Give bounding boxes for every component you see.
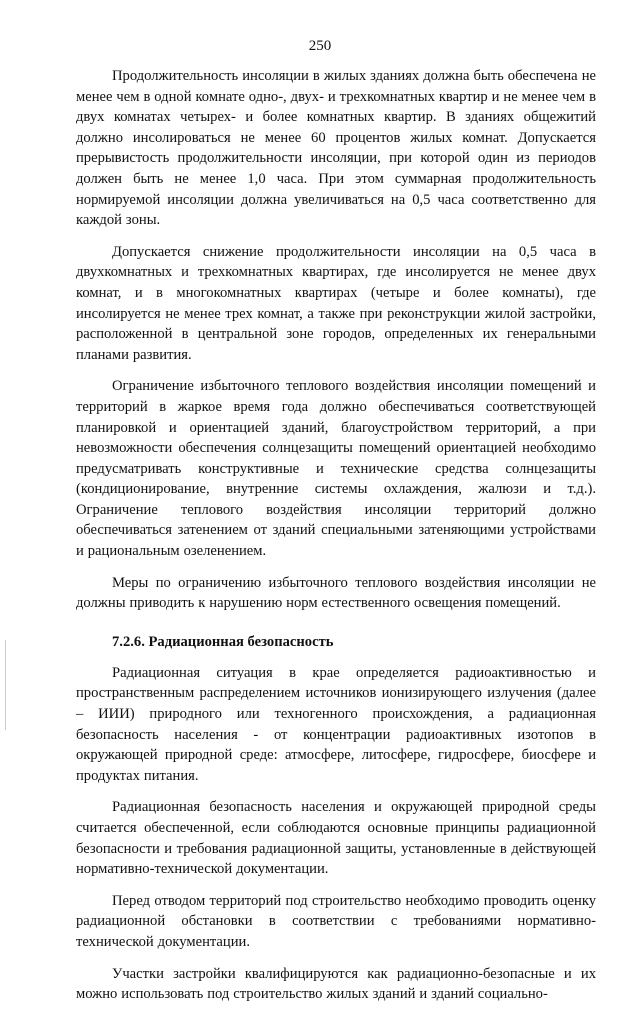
paragraph-insolation-duration: Продолжительность инсоляции в жилых зданиях должна быть обеспечена не менее чем в одной комнате одно-, двух- и трехкомнатных квартир и не менее чем в двух комнатах четырех- и более комнатных квартир. В зданиях общежитий должно инсолироваться не менее 60 процентов жилых комнат. Допускается прерывистость продолжительности инсоляции, при которой один из периодов должен быть не менее 1,0 часа. При этом суммарная продолжительность нормируемой инсоляции должна увеличиваться на 0,5 часа соответственно для каждой зоны. <box>76 68 596 229</box>
scan-margin-line <box>5 640 6 730</box>
paragraph-thermal-limitation: Ограничение избыточного теплового воздействия инсоляции помещений и территорий в жаркое время года должно обеспечиваться соответствующей планировкой и ориентацией зданий, благоустройством территорий, а при невозможности обеспечения солнцезащиты помещений ориентацией необходимо предусматривать конструктивные и технические средства солнцезащиты (кондиционирование, внутренние системы охлаждения, жалюзи и т.д.). Ограничение теплового воздействия инсоляции территорий должно обеспечиваться затенением от зданий специальными затеняющими устройствами и рациональным озеленением. <box>76 378 596 560</box>
paragraph-site-classification: Участки застройки квалифицируются как радиационно-безопасные и их можно использовать под строительство жилых зданий и зданий социально- <box>76 965 596 1003</box>
paragraph-thermal-measures: Меры по ограничению избыточного теплового воздействия инсоляции не должны приводить к нарушению норм естественного освещения помещений. <box>76 574 596 612</box>
paragraph-radiation-situation: Радиационная ситуация в крае определяется радиоактивностью и пространственным распределением источников ионизирующего излучения (далее – ИИИ) природного или техногенного происхождения, а радиационная безопасность населения - от концентрации радиоактивных изотопов в окружающей природной среде: атмосфере, литосфере, гидросфере, биосфере и продуктах питания. <box>76 664 596 784</box>
page-number: 250 <box>308 38 332 54</box>
paragraph-radiation-assessment: Перед отводом территорий под строительство необходимо проводить оценку радиационной обстановки в соответствии с требованиями нормативно-технической документации. <box>76 892 596 950</box>
page-content <box>76 66 596 1016</box>
section-heading: 7.2.6. Радиационная безопасность <box>112 633 334 650</box>
paragraph-insolation-reduction: Допускается снижение продолжительности инсоляции на 0,5 часа в двухкомнатных и трехкомнатных квартирах, где инсолируется не менее двух комнат, и в многокомнатных квартирах (четыре и более комнаты), где инсолируется не менее трех комнат, а также при реконструкции жилой застройки, расположенной в центральной зоне городов, определенных их генеральными планами развития. <box>76 243 596 363</box>
paragraph-radiation-safety: Радиационная безопасность населения и окружающей природной среды считается обеспеченной, если соблюдаются основные принципы радиационной безопасности и требования радиационной защиты, установленные в действующей нормативно-технической документации. <box>76 799 596 878</box>
